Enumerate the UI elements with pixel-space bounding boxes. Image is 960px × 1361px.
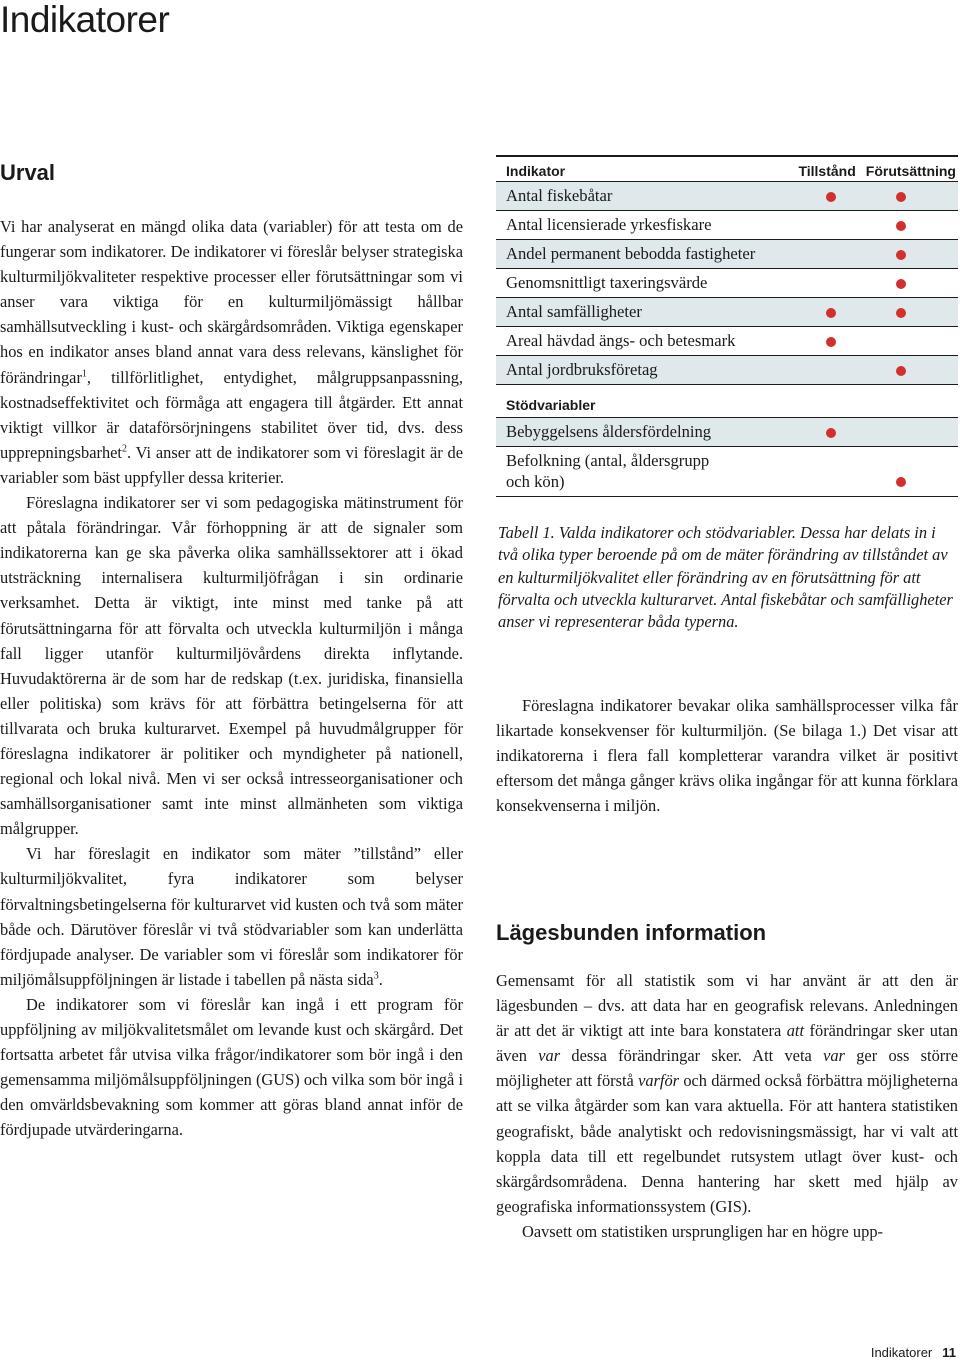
urval-paragraph-2: Föreslagna indikatorer ser vi som pedagogiska mätinstrument för att påtala förändringar. Vår förhoppning är att de signaler som indikatorerna kan ge ska påverka olika samhällssektorer att i ökad utsträckning internalisera kulturmiljöfrågan i sin ordinarie verksamhet. Detta är viktigt, inte minst med tanke på att förutsättningarna för att förvalta och utveckla kulturmiljön i många fall ligger utanför kulturmiljövårdens direkta inflytande. Huvudaktörerna är de som har de redskap (t.ex. juridiska, finansiella eller politiska) som krävs för att förbättra betingelserna för att tillvarata och bruka kulturarvet. Exempel på huvudmålgrupper för föreslagna indikatorer är politiker och myndigheter på nationell, regional och lokal nivå. Men vi ser också intresseorganisationer och samhällsorganisationer samt inte minst allmänheten som viktiga målgrupper. [0,493,463,839]
tillstand-marker [826,337,836,347]
forutsattning-marker [896,366,906,376]
lagesbunden-section [496,918,958,1244]
table-row [496,211,958,240]
urval-paragraph-1 [0,214,463,490]
footer-label: Indikatorer [870,1345,933,1360]
right-paragraph: Föreslagna indikatorer bevakar olika samhällsprocesser vilka får likartade konsekvenser för kulturmiljön. (Se bilaga 1.) Det visar att indikatorerna i flera fall kompletterar varandra vilket är positivt eftersom det många gånger krävs olika ingångar för att kunna förklara konsekvenserna i miljön. [496,696,958,816]
forutsattning-marker [896,250,906,260]
page-title: Indikatorer [0,0,170,40]
forutsattning-marker [896,192,906,202]
table-caption [498,522,953,633]
text-segment: . [378,969,383,989]
row-label-line1: Befolkning (antal, åldersgrupp [506,451,710,470]
footnote-ref-3: 3 [373,970,379,982]
table-row [496,240,958,269]
table-header [496,155,958,182]
text-segment: och därmed också förbättra möjligheterna att se vilka åtgärder som kan vara aktuella. För att hantera statistiken geografiskt, både analytiskt och redovisningsmässigt, har vi valt att koppla data till ett regelbundet rutsystem utlagt över kust- och skärgårdsområdena. Denna hantering har skett med hjälp av geografiska informationssystem (GIS). [496,1071,958,1216]
row-label: Andel permanent bebodda fastigheter [506,244,756,263]
table-row [496,327,958,356]
section-heading-lagesbunden: Lägesbunden information [496,920,767,945]
section-heading-urval: Urval [0,160,56,185]
text-segment: dessa förändringar sker. Att veta [560,1046,824,1066]
left-column [0,158,463,1142]
table-row [496,182,958,211]
row-label: Genomsnittligt taxeringsvärde [506,273,708,292]
tillstand-marker [826,192,836,202]
support-heading: Stödvariabler [496,385,958,418]
col-header-forutsattning: Förutsättning [865,163,956,179]
table-row [496,447,958,497]
table-row [496,356,958,385]
lagesbunden-paragraph-2: Oavsett om statistiken ursprungligen har en högre upp- [522,1221,883,1241]
emphasis: var [538,1046,561,1066]
footnote-ref-2: 2 [122,443,127,455]
footnote-ref-1: 1 [81,368,87,380]
col-header-tillstand: Tillstånd [798,163,856,179]
table-row [496,269,958,298]
col-header-indikator: Indikator [506,163,566,179]
forutsattning-marker [896,308,906,318]
forutsattning-marker [896,477,906,487]
emphasis: att [786,1021,805,1041]
forutsattning-marker [896,221,906,231]
row-label: Bebyggelsens åldersfördelning [506,422,712,441]
table-row [496,418,958,447]
row-label: Antal samfälligheter [506,302,642,321]
lagesbunden-paragraph-1 [496,968,958,1219]
text-segment: . Vi anser att de indikatorer som vi föreslagit är de variabler som bäst uppfyller dessa kriterier. [0,442,463,487]
page-number: 11 [942,1345,956,1360]
row-label: Antal licensierade yrkesfiskare [506,215,712,234]
urval-paragraph-4: De indikatorer som vi föreslår kan ingå i ett program för uppföljning av miljökvalitetsmålet om levande kust och skärgård. Det fortsatta arbetet får utvisa vilka frågor/indikatorer som bör ingå i den gemensamma miljömålsuppföljningen (GUS) och vilka som bör ingå i den omvärldsbevakning som kommer att göras bland annat inför de fördjupade utvärderingarna. [0,994,463,1140]
row-label-line2: och kön) [506,472,565,491]
row-label: Antal fiskebåtar [506,186,613,205]
text-segment: förändringar sker utan även [496,1021,958,1066]
urval-paragraph-3 [0,841,463,992]
row-label: Antal jordbruksföretag [506,360,658,379]
emphasis: varför [638,1071,680,1091]
text-segment: ger oss större möjligheter att förstå [496,1046,958,1091]
indicator-table [496,155,958,497]
page-footer [871,1345,956,1360]
right-column-text [496,693,958,818]
emphasis: var [823,1046,845,1066]
text-segment: Vi har föreslagit en indikator som mäter ”tillstånd” eller kulturmiljökvalitet, fyra indikatorer som belyser förvaltningsbetingelserna för kulturarvet vid kusten och två som mäter både och. Därutöver föreslår vi två stödvariabler som kan underlätta fördjupade analyser. De variabler som vi föreslår som indikatorer för miljömålsuppföljningen är listade i tabellen på nästa sida [0,844,463,989]
tillstand-marker [826,308,836,318]
text-segment: , tillförlitlighet, entydighet, målgruppsanpassning, kostnadseffektivitet och förmåga att engagera till åtgärder. Ett annat viktigt villkor är dataförsörjningens stabilitet över tid, dvs. dess upprepningsbarhet [0,367,463,462]
text-segment: Gemensamt för all statistik som vi har använt är att den är lägesbunden – dvs. att data har en geografisk relevans. Anledningen är att det är viktigt att inte bara konstatera [496,971,958,1041]
caption-text: Valda indikatorer och stödvariabler. Dessa har delats in i två olika typer beroende på om de mäter förändring av tillståndet av en kulturmiljökvalitet eller förändring av en förutsättning för att förvalta och utveckla kulturarvet. Antal fiskebåtar och samfälligheter anser vi representerar båda typerna. [498,523,953,632]
table-row [496,298,958,327]
caption-label: Tabell 1. [498,523,555,542]
row-label: Areal hävdad ängs- och betesmark [506,331,736,350]
tillstand-marker [826,428,836,438]
text-segment: Vi har analyserat en mängd olika data (variabler) för att testa om de fungerar som indikatorer. De indikatorer vi föreslår belyser strategiska kulturmiljökvaliteter respektive processer eller förutsättningar som vi anser vara viktiga för en kulturmiljömässigt hållbar samhällsutveckling i kust- och skärgårdsområden. Viktiga egenskaper hos en indikator anses bland annat vara dess relevans, känslighet för förändringar [0,217,463,387]
forutsattning-marker [896,279,906,289]
